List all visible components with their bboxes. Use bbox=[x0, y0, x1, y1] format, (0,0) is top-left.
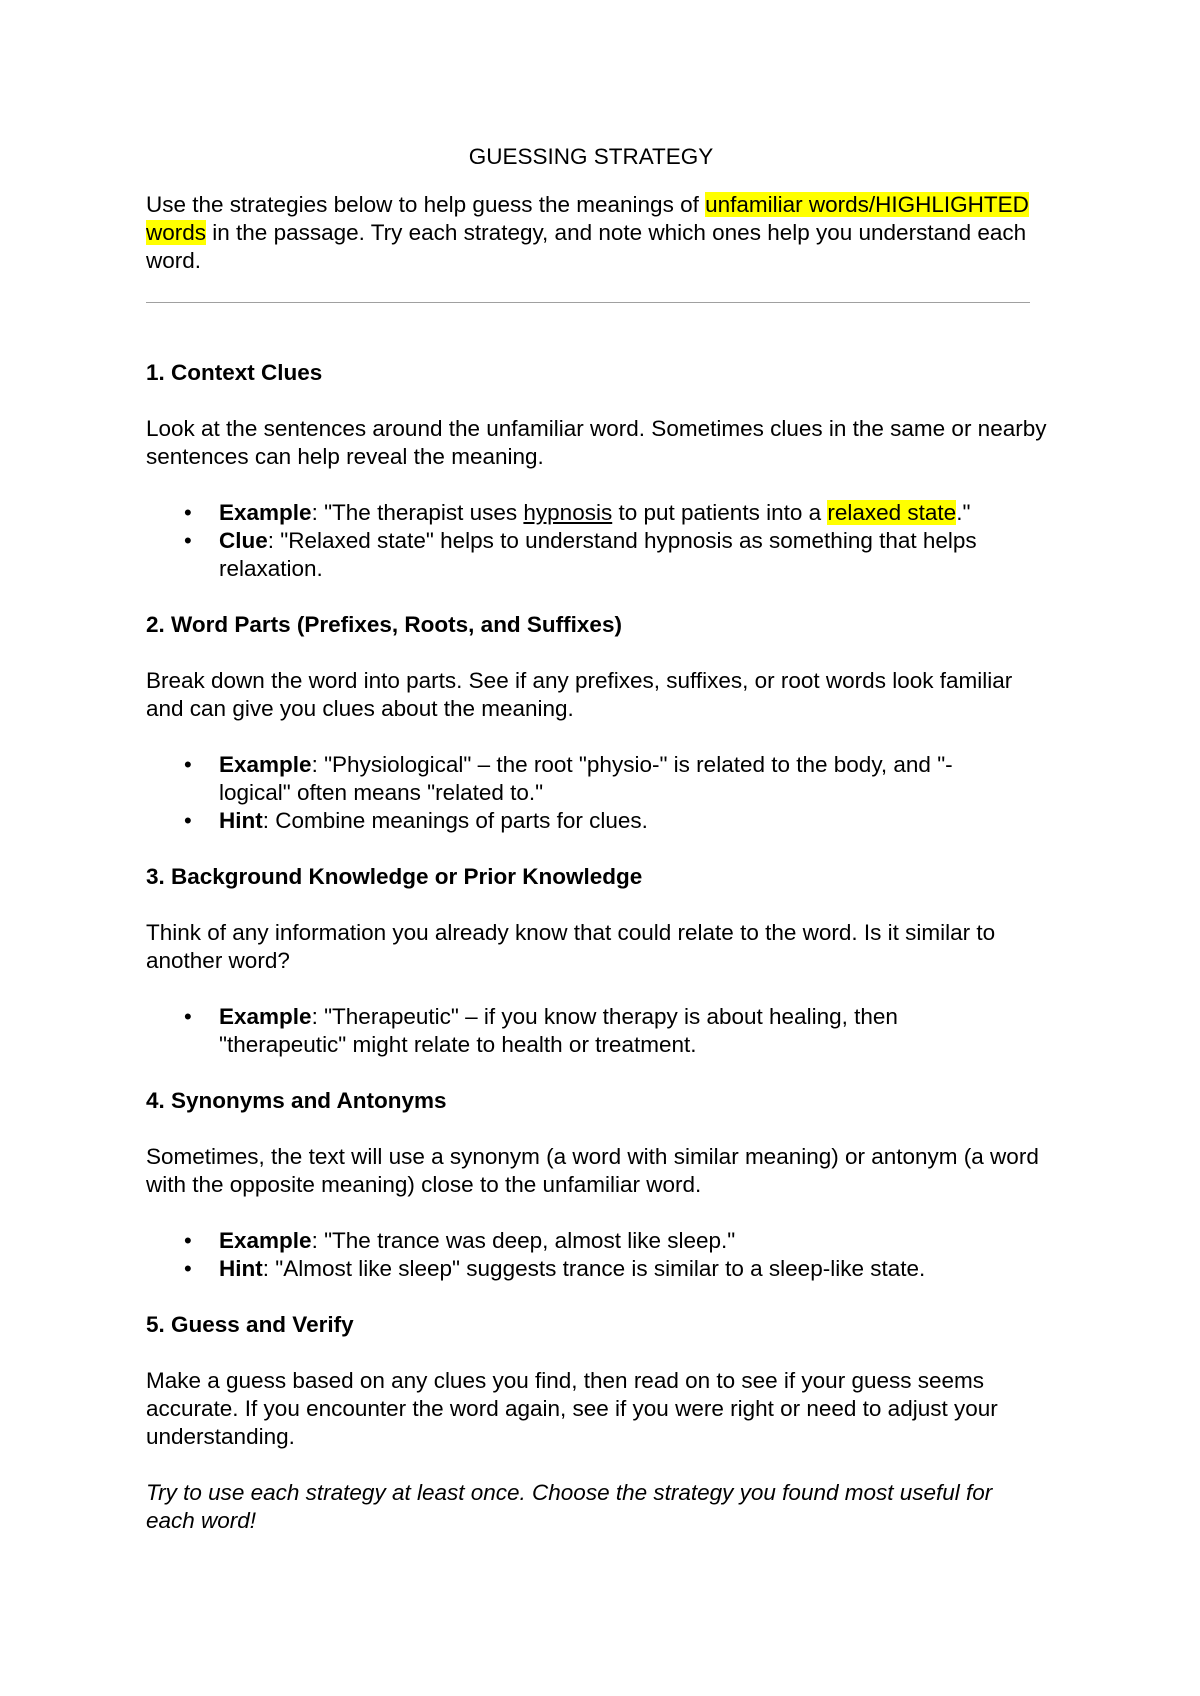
intro-paragraph bbox=[146, 191, 1051, 275]
bullet-text: ." bbox=[956, 500, 971, 525]
bullet-icon: • bbox=[184, 1228, 192, 1253]
bullet-item bbox=[146, 499, 999, 527]
bullet-list bbox=[146, 751, 1066, 835]
intro-text-after: in the passage. Try each strategy, and note which ones help you understand each word. bbox=[146, 220, 1027, 273]
bullet-icon: • bbox=[184, 1256, 192, 1281]
bullet-icon: • bbox=[184, 500, 192, 525]
bullet-item bbox=[146, 1227, 999, 1255]
bullet-icon: • bbox=[184, 752, 192, 777]
document-page bbox=[146, 143, 1066, 1535]
intro-highlight: unfamiliar words/HIGHLIGHTED words bbox=[146, 192, 1029, 245]
bullet-label: Example bbox=[219, 1004, 312, 1029]
section-description: Look at the sentences around the unfamiliar word. Sometimes clues in the same or nearby sentences can help reveal the meaning. bbox=[146, 416, 1047, 469]
bullet-label: Hint bbox=[219, 1256, 263, 1281]
strategy-section bbox=[146, 359, 1066, 583]
highlighted-term: relaxed state bbox=[827, 500, 957, 525]
bullet-icon: • bbox=[184, 1004, 192, 1029]
bullet-icon: • bbox=[184, 808, 192, 833]
bullet-text: : "The therapist uses bbox=[311, 500, 524, 525]
bullet-label: Hint bbox=[219, 808, 263, 833]
section-description: Think of any information you already know that could relate to the word. Is it similar to another word? bbox=[146, 920, 996, 973]
underlined-term: hypnosis bbox=[523, 500, 613, 525]
section-heading: 2. Word Parts (Prefixes, Roots, and Suffixes) bbox=[146, 612, 622, 637]
strategy-sections bbox=[146, 359, 1066, 1451]
bullet-item bbox=[146, 1003, 999, 1059]
strategy-section bbox=[146, 863, 1066, 1059]
bullet-label: Example bbox=[219, 500, 312, 525]
bullet-label: Example bbox=[219, 1228, 312, 1253]
bullet-text: to put patients into a bbox=[612, 500, 828, 525]
page-title: GUESSING STRATEGY bbox=[468, 144, 714, 169]
bullet-item bbox=[146, 1255, 999, 1283]
bullet-text: : Combine meanings of parts for clues. bbox=[262, 808, 648, 833]
bullet-label: Example bbox=[219, 752, 312, 777]
bullet-list bbox=[146, 499, 1066, 583]
bullet-text: : "Almost like sleep" suggests trance is similar to a sleep-like state. bbox=[262, 1256, 926, 1281]
bullet-item bbox=[146, 751, 999, 807]
bullet-icon: • bbox=[184, 528, 192, 553]
bullet-item bbox=[146, 527, 999, 583]
section-description: Make a guess based on any clues you find, then read on to see if your guess seems accurate. If you encounter the word again, see if you were right or need to adjust your understanding. bbox=[146, 1368, 998, 1449]
bullet-label: Clue bbox=[219, 528, 268, 553]
section-heading: 4. Synonyms and Antonyms bbox=[146, 1088, 447, 1113]
strategy-section bbox=[146, 1087, 1066, 1283]
intro-text-before: Use the strategies below to help guess the meanings of bbox=[146, 192, 706, 217]
bullet-list bbox=[146, 1227, 1066, 1283]
section-description: Sometimes, the text will use a synonym (a word with similar meaning) or antonym (a word with the opposite meaning) close to the unfamiliar word. bbox=[146, 1144, 1039, 1197]
section-heading: 5. Guess and Verify bbox=[146, 1312, 354, 1337]
strategy-section bbox=[146, 611, 1066, 835]
section-description: Break down the word into parts. See if any prefixes, suffixes, or root words look familiar and can give you clues about the meaning. bbox=[146, 668, 1013, 721]
section-heading: 1. Context Clues bbox=[146, 360, 323, 385]
section-heading: 3. Background Knowledge or Prior Knowledge bbox=[146, 864, 643, 889]
closing-note: Try to use each strategy at least once. Choose the strategy you found most useful for each word! bbox=[146, 1480, 993, 1533]
bullet-text: : "Therapeutic" – if you know therapy is about healing, then "therapeutic" might relate to health or treatment. bbox=[219, 1004, 898, 1057]
bullet-text: : "Physiological" – the root "physio-" is related to the body, and "-logical" often means "related to." bbox=[219, 752, 953, 805]
strategy-section bbox=[146, 1311, 1066, 1451]
bullet-item bbox=[146, 807, 999, 835]
bullet-text: : "Relaxed state" helps to understand hypnosis as something that helps relaxation. bbox=[219, 528, 977, 581]
bullet-text: : "The trance was deep, almost like sleep." bbox=[311, 1228, 736, 1253]
horizontal-rule bbox=[146, 302, 1030, 303]
bullet-list bbox=[146, 1003, 1066, 1059]
